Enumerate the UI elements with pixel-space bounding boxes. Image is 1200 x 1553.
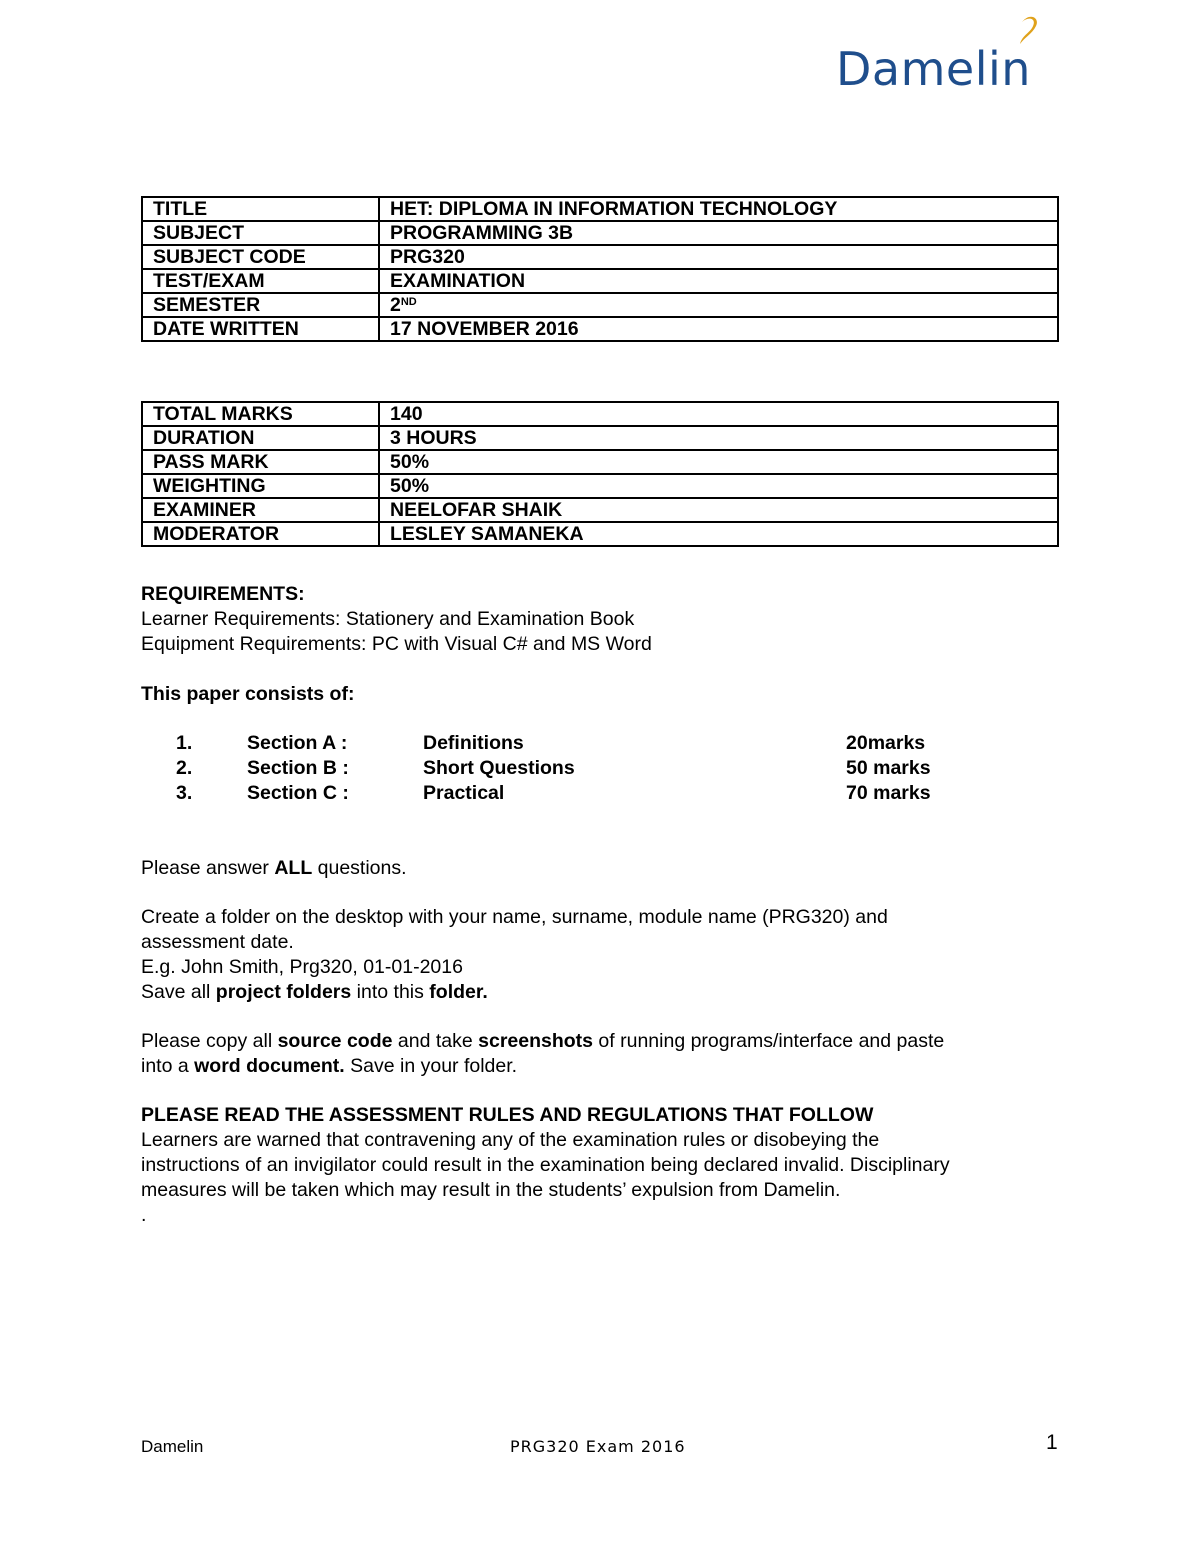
text-run: of running programs/interface and paste	[593, 1030, 945, 1052]
text-run-bold: ALL	[274, 857, 313, 879]
text-run-bold: word document.	[194, 1055, 345, 1077]
section-name: Short Questions	[423, 757, 575, 779]
text-run-bold: folder.	[429, 981, 488, 1003]
section-marks: 50 marks	[846, 757, 931, 779]
save-instruction	[141, 980, 488, 1005]
footer-left: Damelin	[141, 1437, 204, 1456]
row-key: MODERATOR	[142, 522, 379, 546]
rules-line1: Learners are warned that contravening any of the examination rules or disobeying the	[141, 1129, 880, 1151]
folder-example: E.g. John Smith, Prg320, 01-01-2016	[141, 956, 463, 978]
row-value: 3 HOURS	[379, 426, 1058, 450]
row-value: 50%	[379, 450, 1058, 474]
text-run: Save all	[141, 981, 216, 1003]
table-row	[142, 522, 1058, 546]
text-run: Please answer	[141, 857, 275, 879]
text-run-bold: source code	[277, 1030, 393, 1052]
section-label: Section A :	[247, 732, 348, 754]
section-name: Definitions	[423, 732, 524, 754]
row-key: DATE WRITTEN	[142, 317, 379, 341]
answer-instruction	[141, 856, 407, 881]
row-value: PRG320	[379, 245, 1058, 269]
table-row	[142, 245, 1058, 269]
row-value: NEELOFAR SHAIK	[379, 498, 1058, 522]
semester-value: 2	[390, 294, 401, 316]
section-number: 2.	[176, 757, 193, 779]
table-row	[142, 221, 1058, 245]
row-value	[379, 293, 1058, 317]
row-key: SEMESTER	[142, 293, 379, 317]
list-item	[141, 731, 1041, 756]
row-key: WEIGHTING	[142, 474, 379, 498]
row-key: SUBJECT CODE	[142, 245, 379, 269]
row-value: EXAMINATION	[379, 269, 1058, 293]
row-key: TITLE	[142, 197, 379, 221]
damelin-logo	[836, 14, 1064, 94]
text-run: Save in your folder.	[344, 1055, 518, 1077]
text-run: Please copy all	[141, 1030, 278, 1052]
row-value: LESLEY SAMANEKA	[379, 522, 1058, 546]
section-marks: 70 marks	[846, 782, 931, 804]
table-row	[142, 498, 1058, 522]
table-row	[142, 450, 1058, 474]
row-value: 140	[379, 402, 1058, 426]
semester-suffix: ND	[400, 296, 417, 308]
requirements-heading: REQUIREMENTS:	[141, 583, 305, 605]
rules-line2: instructions of an invigilator could result in the examination being declared invalid. Disciplinary	[141, 1154, 950, 1176]
rules-line3: measures will be taken which may result in the students’ expulsion from Damelin.	[141, 1179, 841, 1201]
learner-requirements: Learner Requirements: Stationery and Examination Book	[141, 608, 635, 630]
consists-heading: This paper consists of:	[141, 683, 355, 705]
section-label: Section B :	[247, 757, 349, 779]
marks-info-table	[141, 401, 1059, 547]
section-number: 1.	[176, 732, 193, 754]
folder-instruction-line2: assessment date.	[141, 931, 294, 953]
row-value: HET: DIPLOMA IN INFORMATION TECHNOLOGY	[379, 197, 1058, 221]
row-key: SUBJECT	[142, 221, 379, 245]
table-row	[142, 402, 1058, 426]
folder-instruction-line1: Create a folder on the desktop with your name, surname, module name (PRG320) and	[141, 906, 888, 928]
section-name: Practical	[423, 782, 505, 804]
page-number: 1	[1046, 1431, 1058, 1454]
header-info-table	[141, 196, 1059, 342]
row-value: PROGRAMMING 3B	[379, 221, 1058, 245]
row-value: 17 NOVEMBER 2016	[379, 317, 1058, 341]
section-number: 3.	[176, 782, 193, 804]
table-row	[142, 426, 1058, 450]
row-key: PASS MARK	[142, 450, 379, 474]
text-run: questions.	[312, 857, 407, 879]
footer-center: PRG320 Exam 2016	[510, 1437, 686, 1456]
row-value: 50%	[379, 474, 1058, 498]
text-run-bold: project folders	[215, 981, 352, 1003]
section-marks: 20marks	[846, 732, 926, 754]
rules-heading: PLEASE READ THE ASSESSMENT RULES AND REGULATIONS THAT FOLLOW	[141, 1104, 874, 1126]
text-run: into a	[141, 1055, 195, 1077]
rules-line4: .	[141, 1204, 147, 1226]
row-key: EXAMINER	[142, 498, 379, 522]
list-item	[141, 781, 1041, 806]
equipment-requirements: Equipment Requirements: PC with Visual C# and MS Word	[141, 633, 652, 655]
text-run-bold: screenshots	[478, 1030, 594, 1052]
table-row	[142, 474, 1058, 498]
row-key: TEST/EXAM	[142, 269, 379, 293]
text-run: and take	[392, 1030, 479, 1052]
row-key: DURATION	[142, 426, 379, 450]
table-row	[142, 293, 1058, 317]
table-row	[142, 269, 1058, 293]
section-label: Section C :	[247, 782, 349, 804]
table-row	[142, 197, 1058, 221]
logo-text: Damelin	[836, 42, 1031, 96]
copy-instruction-line1	[141, 1029, 944, 1054]
table-row	[142, 317, 1058, 341]
text-run: into this	[351, 981, 430, 1003]
list-item	[141, 756, 1041, 781]
copy-instruction-line2	[141, 1054, 517, 1079]
row-key: TOTAL MARKS	[142, 402, 379, 426]
